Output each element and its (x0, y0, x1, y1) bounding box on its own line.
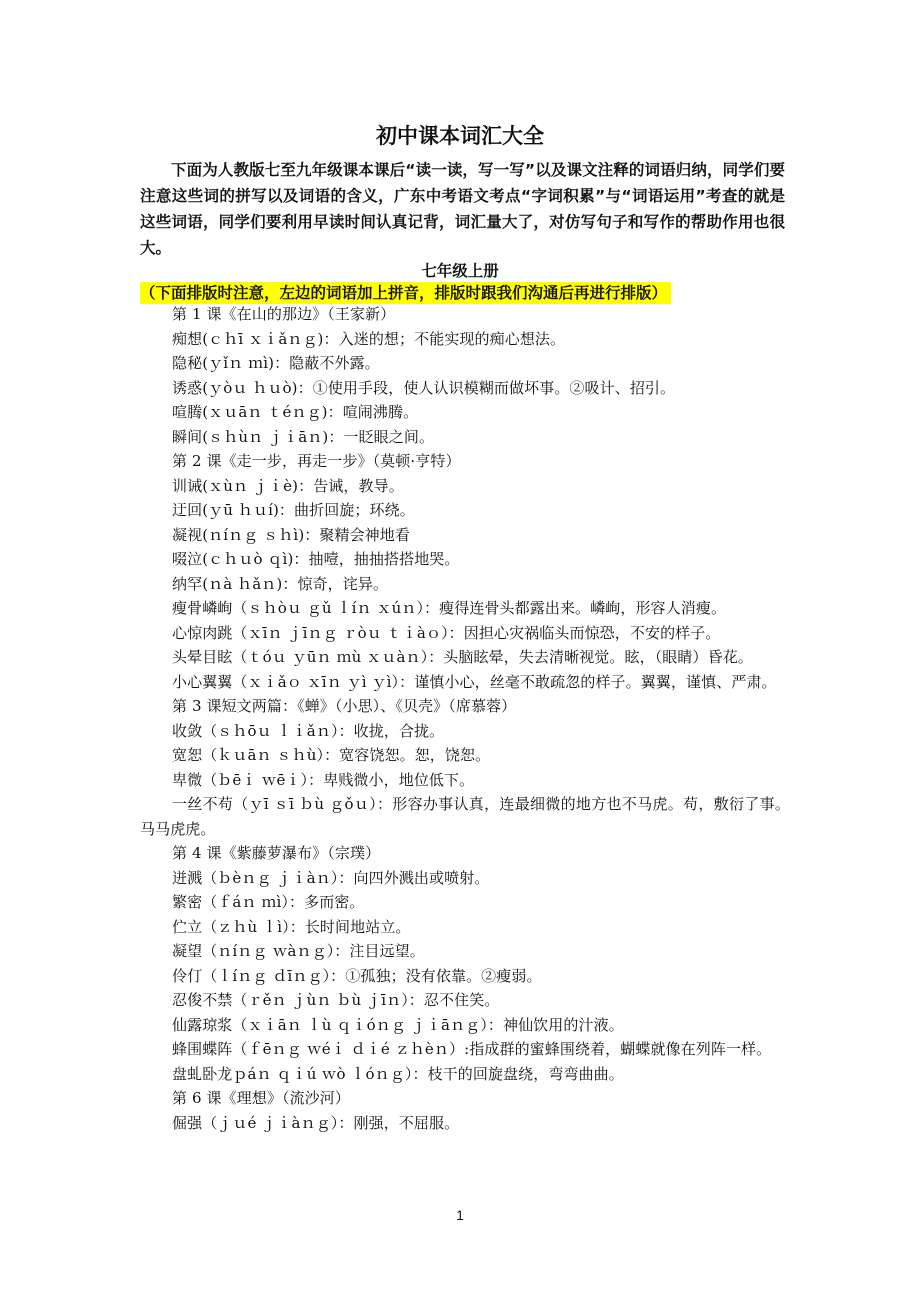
vocab-entry: 盘虬卧龙ｐáｎ ｑｉú ｗò ｌóｎｇ）：枝干的回旋盘绕，弯弯曲曲。 (172, 1064, 624, 1083)
vocab-entry: 卑微（ｂēｉ ｗēｉ）：卑贱微小，地位低下。 (172, 770, 475, 789)
lesson-heading: 第 2 课《走一步，再走一步》（莫顿·亨特） (172, 452, 461, 470)
lesson-heading: 第 4 课《紫藤萝瀑布》（宗璞） (172, 844, 381, 862)
vocab-entry: 凝视(ｎíｎｇ ｓｈì)：聚精会神地看 (172, 525, 410, 544)
vocab-entry: 繁密（ｆáｎ ｍì）：多而密。 (172, 893, 365, 911)
lesson-heading: 第 1 课《在山的那边》（王家新） (172, 305, 396, 323)
vocab-entry: 迸溅（ｂèｎｇ ｊｉàｎ）：向四外溅出或喷射。 (172, 868, 490, 887)
document-title: 初中课本词汇大全 (376, 124, 544, 148)
vocab-entry: 瞬间(ｓｈùｎ ｊｉāｎ)：一眨眼之间。 (172, 427, 435, 446)
vocab-entry: 倔强（ｊｕé ｊｉàｎｇ）：刚强，不屈服。 (172, 1113, 460, 1132)
vocabulary-list (140, 302, 790, 1135)
vocab-entry: 瘦骨嶙峋（ｓｈòｕ ｇǔ ｌíｎ ｘúｎ）：瘦得连骨头都露出来。嶙峋，形容人消瘦。 (172, 599, 727, 617)
vocab-entry: 啜泣(ｃｈｕò ｑì)：抽噎，抽抽搭搭地哭。 (172, 550, 460, 568)
vocab-entry: 伫立（ｚｈù ｌì）：长时间地站立。 (172, 917, 411, 936)
vocab-entry: 隐秘(ｙǐｎ ｍì)：隐蔽不外露。 (172, 354, 380, 372)
vocab-entry: 迂回(ｙū ｈｕí)：曲折回旋；环绕。 (172, 501, 415, 519)
vocab-entry: 宽恕（ｋｕāｎ ｓｈù）：宽容饶恕。恕，饶恕。 (172, 746, 491, 764)
vocab-entry: 蜂围蝶阵（ｆēｎｇ ｗéｉ ｄｉé ｚｈèｎ）:指成群的蜜蜂围绕着，蝴蝶就像在列阵一样。 (172, 1040, 772, 1058)
lesson-heading: 第 6 课《理想》（流沙河） (172, 1089, 350, 1107)
vocab-entry: 小心翼翼（ｘｉǎｏ ｘīｎ ｙì ｙì）：谨慎小心，丝毫不敢疏忽的样子。翼翼，谨慎、严肃。 (172, 672, 777, 691)
page-number: 1 (456, 1207, 464, 1223)
grade-heading: 七年级上册 (421, 262, 499, 280)
vocab-entry: 收敛（ｓｈōｕ ｌｉǎｎ）：收拢，合拢。 (172, 721, 445, 740)
vocab-entry: 忍俊不禁（ｒěｎ ｊùｎ ｂù ｊīｎ）：忍不住笑。 (172, 991, 500, 1009)
highlighted-layout-note: （下面排版时注意，左边的词语加上拼音，排版时跟我们沟通后再进行排版） (140, 282, 671, 304)
vocab-entry: 伶仃（ｌíｎｇ ｄīｎｇ）：①孤独；没有依靠。②瘦弱。 (172, 966, 542, 985)
vocab-entry: 诱惑(ｙòｕ ｈｕò)：①使用手段，使人认识模糊而做坏事。②吸计、招引。 (172, 378, 676, 397)
vocab-entry: 仙露琼浆（ｘｉāｎ ｌù ｑｉóｎｇ ｊｉāｎｇ）：神仙饮用的汁液。 (172, 1015, 624, 1034)
vocab-entry: 头晕目眩（ｔóｕ ｙūｎ ｍù ｘｕàｎ）：头脑眩晕，失去清晰视觉。眩，（眼睛）昏花。 (172, 648, 753, 666)
vocab-entry: 痴想(ｃｈī ｘｉǎｎｇ)：入迷的想；不能实现的痴心想法。 (172, 329, 566, 348)
vocab-entry: 训诫(ｘùｎ ｊｉè)：告诫，教导。 (172, 476, 404, 495)
lesson-heading: 第 3 课短文两篇：《蝉》（小思）、《贝壳》（席慕蓉） (172, 697, 517, 715)
intro-paragraph: 下面为人教版七至九年级课本课后“读一读，写一写”以及课文注释的词语归纳，同学们要注意这些词的拼写以及词语的含义，广东中考语文考点“字词积累”与“词语运用”考查的就是这些词语，同学们要利用早读时间认真记背，词汇量大了，对仿写句子和写作的帮助作用也很大。 (140, 161, 785, 257)
vocab-entry: 一丝不苟（ｙī ｓī ｂù ｇǒｕ）：形容办事认真，连最细微的地方也不马虎。苟，敷衍了事。马马虎虎。 (140, 795, 790, 838)
vocab-entry: 凝望（ｎíｎｇ ｗàｎｇ）：注目远望。 (172, 942, 425, 960)
vocab-entry: 喧腾(ｘｕāｎ ｔéｎｇ)：喧闹沸腾。 (172, 403, 419, 421)
vocab-entry: 心惊肉跳（ｘīｎ ｊīｎｇ ｒòｕ ｔｉàｏ）：因担心灾祸临头而惊恐，不安的样子。 (172, 623, 721, 642)
vocab-entry: 纳罕(ｎà ｈǎｎ)：惊奇，诧异。 (172, 574, 389, 593)
